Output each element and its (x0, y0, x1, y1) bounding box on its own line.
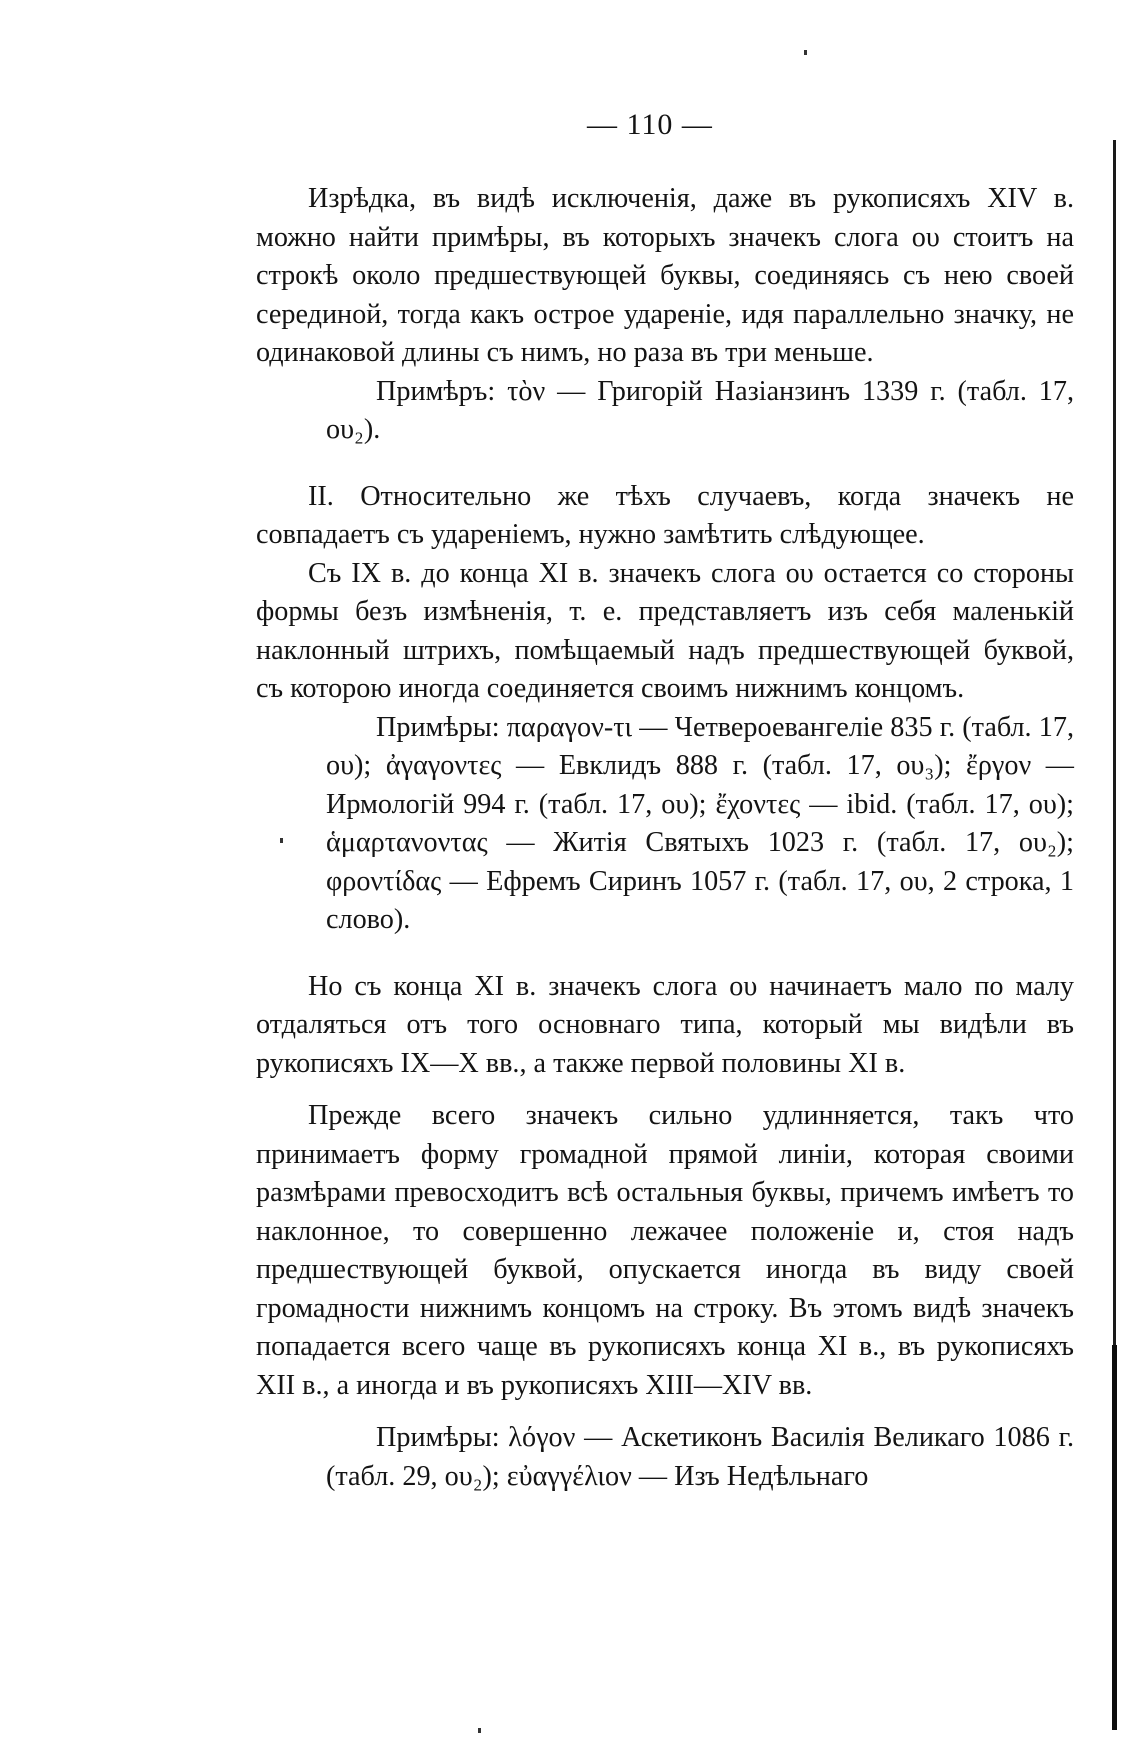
print-speck (478, 1728, 481, 1733)
paragraph: Съ IX в. до конца XI в. значекъ слога ου остается со стороны формы безъ измѣненія, т. е. представляетъ изъ себя маленькій наклонный штрихъ, помѣщаемый надъ предшествующей буквой, съ которою иногда соединяется своимъ нижнимъ концомъ. (256, 557, 1074, 704)
print-speck (804, 50, 807, 55)
page-edge-shadow (1112, 1345, 1117, 1730)
paragraph: Но съ конца XI в. значекъ слога ου начинаетъ мало по малу отдаляться отъ того основнаго типа, который мы видѣли въ рукописяхъ IX—X вв., а также первой половины XI в. (256, 970, 1074, 1079)
example-paragraph: Примѣръ: τὸν — Григорій Назіанзинъ 1339 г. (табл. 17, ου₂). (326, 375, 1074, 445)
paragraph: Прежде всего значекъ сильно удлинняется, такъ что принимаетъ форму громадной прямой линіи, которая своими размѣрами превосходитъ всѣ остальныя буквы, причемъ имѣетъ то наклонное, то совершенно лежачее положеніе и, стоя надъ предшествующей буквой, опускается иногда въ виду своей громадности нижнимъ концомъ на строку. Въ этомъ видѣ значекъ попадается всего чаще въ рукописяхъ конца XI в., въ рукописяхъ XII в., а иногда и въ рукописяхъ XIII—XIV вв. (256, 1100, 1074, 1401)
paragraph: Изрѣдка, въ видѣ исключенія, даже въ рукописяхъ XIV в. можно найти примѣры, въ которыхъ значекъ слога ου стоитъ на строкѣ около предшествующей буквы, соединяясь съ нею своей серединой, тогда какъ острое удареніе, идя параллельно значку, не одинаковой длины съ нимъ, но раза въ три меньше. (256, 183, 1074, 368)
section-paragraph: II. Относительно же тѣхъ случаевъ, когда значекъ не совпадаетъ съ удареніемъ, нужно замѣтить слѣдующее. (256, 480, 1074, 550)
example-paragraph: Примѣры: παραγον-τι — Четвероевангеліе 835 г. (табл. 17, ου); ἀγαγοντες — Евклидъ 888 г. (табл. 17, ου₃); ἔργον — Ирмологій 994 г. (табл. 17, ου); ἔχοντες — ibid. (табл. 17, ου); ἁμαρτανοντας — Житія Святыхъ 1023 г. (табл. 17, ου₂); φροντίδας — Ефремъ Сиринъ 1057 г. (табл. 17, ου, 2 строка, 1 слово). (326, 711, 1074, 935)
body-text (256, 180, 1074, 1496)
page-number: — 110 — (587, 108, 713, 141)
example-paragraph: Примѣры: λόγον — Аскетиконъ Василія Великаго 1086 г. (табл. 29, ου₂); εὐαγγέλιον — Изъ Недѣльнаго (326, 1422, 1074, 1492)
